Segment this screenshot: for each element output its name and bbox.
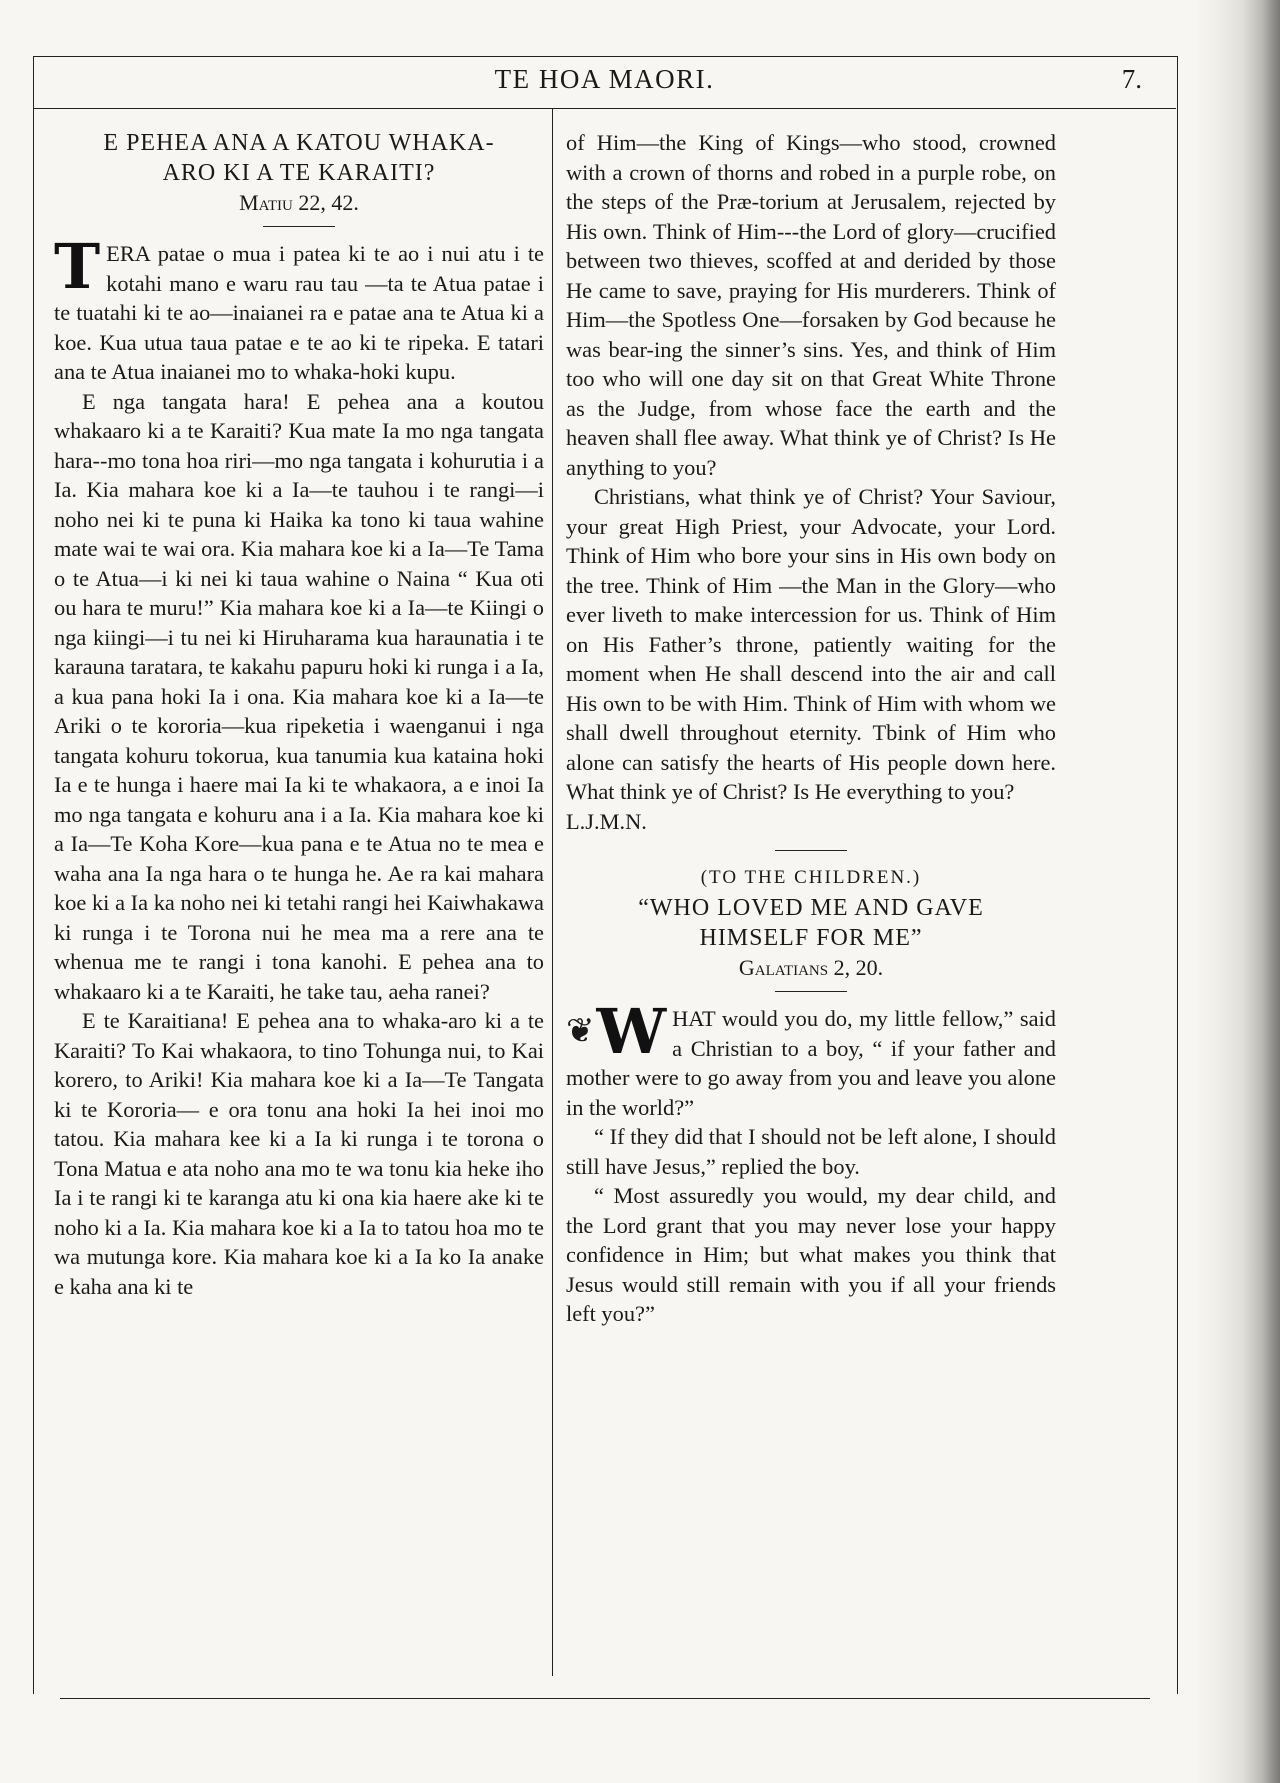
paragraph-text: HAT would you do, my little fellow,” said a Christian to a boy, “ if your father and mother were to go away from you and leave you alone in the world?” — [566, 1006, 1056, 1120]
paragraph — [54, 230, 544, 387]
paragraph: of Him—the King of Kings—who stood, crowned with a crown of thorns and robed in a purple robe, on the steps of the Præ-torium at Jerusalem, rejected by His own. Think of Him---the Lord of glory—crucified between two thieves, scoffed at and derided by those He came to save, praying for His murderers. Think of Him—the Spotless One—forsaken by God because he was bear-ing the sinner’s sins. Yes, and think of Him too who will one day sit on that Great White Throne as the Judge, from whose face the earth and the heaven shall flee away. What think ye of Christ? Is He anything to you? — [566, 130, 1056, 480]
page-binding-shadow — [1196, 0, 1280, 1783]
paragraph: “ If they did that I should not be left alone, I should still have Jesus,” replied the boy. — [566, 1124, 1056, 1179]
scripture-reference: Matiu 22, 42. — [239, 190, 359, 215]
section-divider — [775, 850, 847, 851]
paragraph: E nga tangata hara! E pehea ana a koutou whakaaro ki a te Karaiti? Kua mate Ia mo nga tangata hara--mo tona hoa riri—mo nga tangata i kohurutia i a Ia. Kia mahara koe ki a Ia—te tauhou i te rangi—i noho nei ki te puna ki Haika ka tono ki taua wahine mate wai te wai ora. Kia mahara koe ki a Ia—Te Tama o te Atua—i ki nei ki taua wahine o Naina “ Kua oti ou hara te muru!” Kia mahara koe ki a Ia—te Kiingi o nga kiingi—i tu nei ki Hiruharama kua haraunatia i te karauna taratara, te kakahu papuru hoki ki runga i a Ia, a kua pana hoki Ia i ona. Kia mahara koe ki a Ia—te Ariki o te kororia—kua ripeketia i waenganui i nga tangata kohuru tokorua, kua tanumia kua kataina hoki Ia e te hunga i haere mai Ia ki te whakaora, a e inoi Ia mo nga tangata e kohuru ana i a Ia. Kia mahara koe ki a Ia—Te Koha Kore—kua pana e te Atua no te mea e waha ana Ia nga hara o te hunga he. Ae ra kai mahara koe ki a Ia ka noho nei ki tetahi rangi hei Kaiwhakawa ki runga i te Torona nui he mea ma a rere ana te whenua me te rangi i tona kanohi. E pehea ana to whakaaro ki a te Karaiti, he take tau, aeha ranei? — [54, 388, 544, 1004]
running-title: TE HOA MAORI. — [494, 64, 715, 94]
heading-divider — [263, 226, 335, 227]
children-reference: Galatians 2, 20. — [738, 955, 884, 980]
paragraph: E te Karaitiana! E pehea ana to whaka-aro ki a te Karaiti? To Kai whakaora, to tino Tohunga nui, to Kai korero, to Ariki! Kia mahara koe ki a Ia—Te Tangata ki te Kororia— e ora tonu ana hoki Ia hei inoi mo tatou. Kia mahara kee ki a Ia ki runga i te torona o Tona Matua e ata noho ana mo te wa tonu kia heke iho Ia i te rangi ki te karanga atu ki ona kia haere ake ki te noho ki a Ia. Kia mahara koe ki a Ia to tatou hoa mo te wa mutunga kore. Kia mahara koe ki a Ia ko Ia anake e kaha ana ki te — [54, 1008, 544, 1299]
signature: L.J.M.N. — [566, 808, 647, 834]
article-heading-line2: ARO KI A TE KARAITI? — [162, 160, 436, 186]
column-divider — [552, 108, 553, 1676]
left-column — [54, 128, 544, 1301]
page-number: 7. — [1121, 64, 1142, 94]
paragraph: Christians, what think ye of Christ? Your Saviour, your great High Priest, your Advocate, your Lord. Think of Him who bore your sins in His own body on the tree. Think of Him —the Man in the Glory—who ever liveth to make intercession for us. Think of Him on His Father’s throne, patiently waiting for the moment when He shall descend into the air and call His own to be with Him. Think of Him with whom we shall dwell throughout eternity. Tbink of Him who alone can satisfy the hearts of His people down here. What think ye of Christ? Is He everything to you? — [566, 484, 1056, 804]
paragraph-text: ERA patae o mua i patea ki te ao i nui atu i te kotahi mano e waru rau tau —ta te Atua patae i te tuatahi ki te ao—inaianei ra e patae ana te Atua ki a koe. Kua utua taua patae e te ao ki te ripeka. E tatari ana te Atua inaianei mo to whaka-hoki kupu. — [54, 241, 544, 384]
floral-ornament-icon: ❦ — [566, 1013, 595, 1050]
right-column — [566, 128, 1056, 1329]
bottom-rule — [60, 1698, 1150, 1699]
paragraph — [566, 995, 1056, 1122]
section-subheading: (TO THE CHILDREN.) — [700, 867, 922, 888]
paragraph: “ Most assuredly you would, my dear child, and the Lord grant that you may never lose your happy confidence in Him; but what makes you think that Jesus would still remain with you if all your friends left you?” — [566, 1183, 1056, 1326]
children-title-line1: “WHO LOVED ME AND GAVE — [638, 895, 984, 921]
page-header — [33, 60, 1176, 109]
article-heading-line1: E PEHEA ANA A KATOU WHAKA- — [103, 130, 495, 156]
drop-cap: W — [596, 995, 667, 1068]
children-title-line2: HIMSELF FOR ME” — [699, 925, 923, 951]
children-heading-divider — [775, 991, 847, 992]
drop-cap: T — [54, 230, 101, 303]
